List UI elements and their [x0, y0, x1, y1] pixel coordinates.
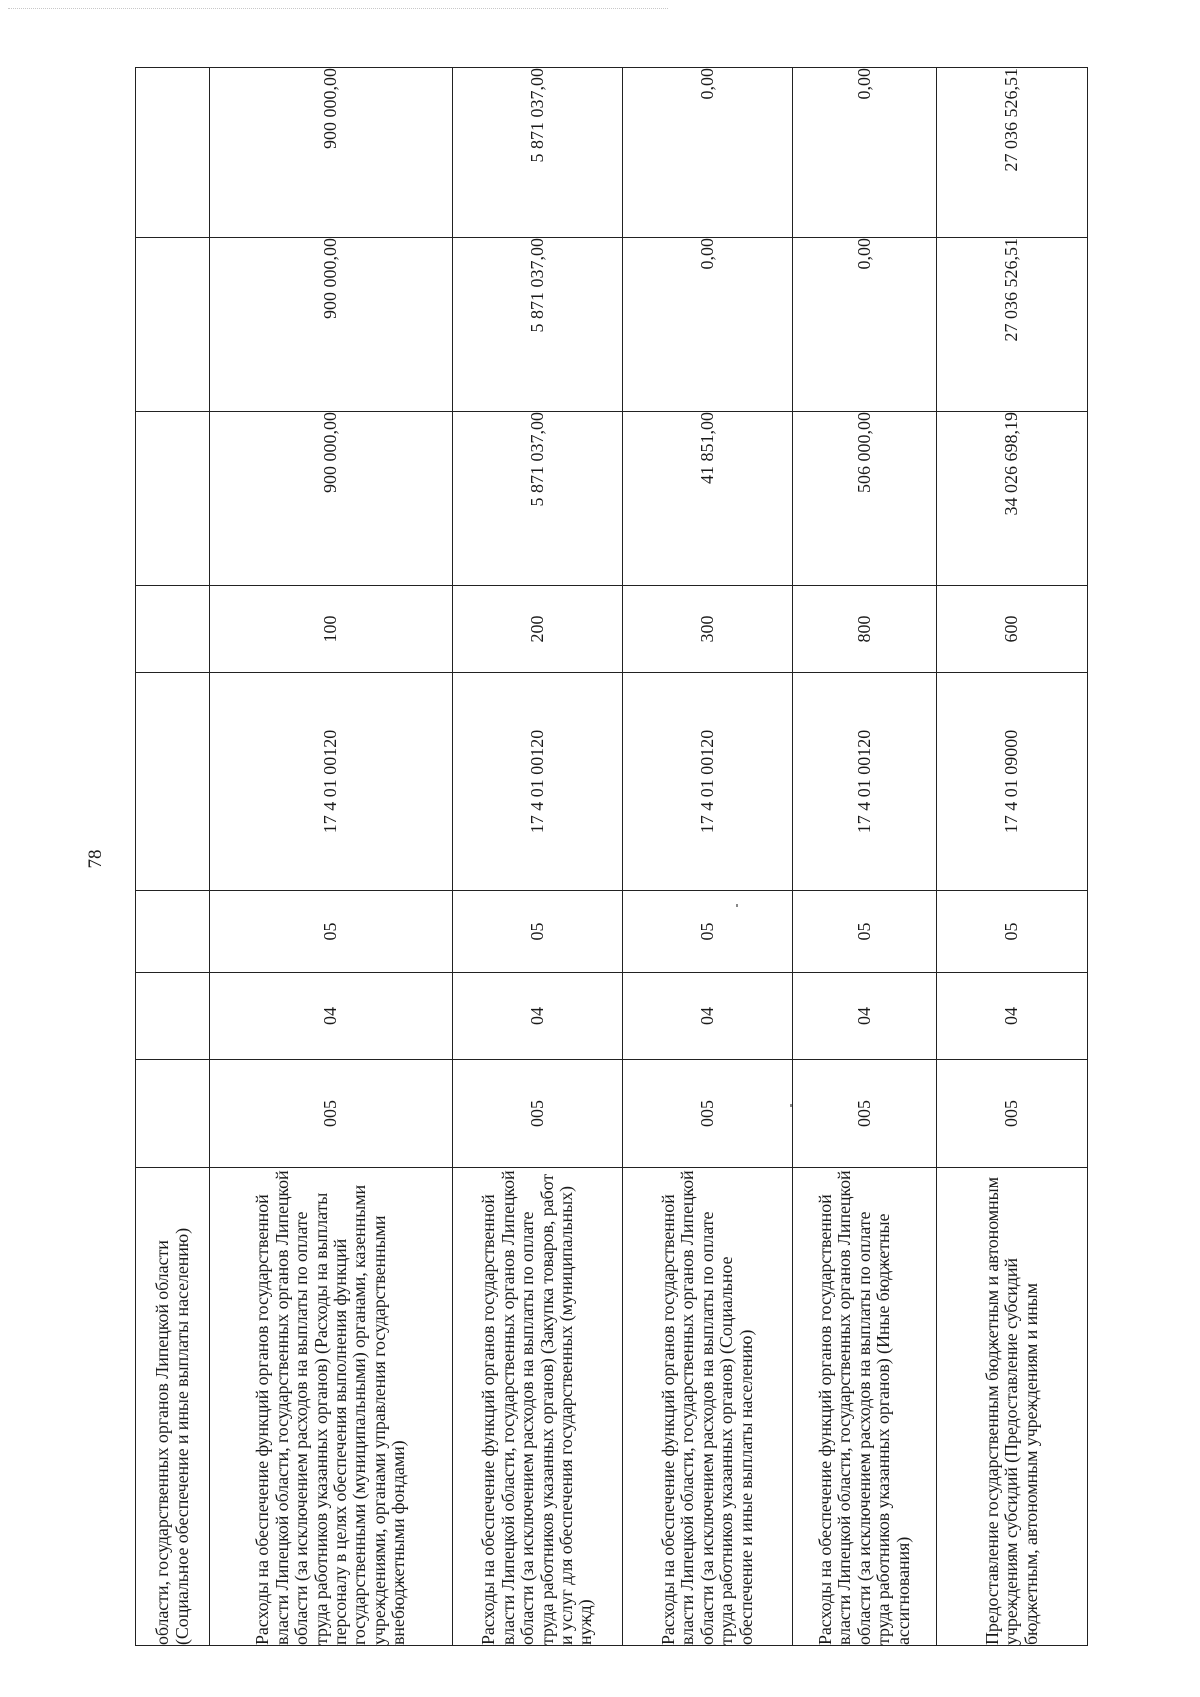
ministry-code [136, 1060, 210, 1168]
row-description: Расходы на обеспечение функций органов государственной власти Липецкой области, государственных органов Липецкой области (за исключением расходов на выплаты по оплате труда работников указанных органов) (Закупка товаров, работ и услуг для обеспечения государственных (муниципальных) нужд) [453, 1168, 623, 1646]
amount-year-1: 41 851,00 [623, 412, 793, 586]
budget-table [135, 67, 1088, 1646]
table-body [136, 68, 1088, 1646]
amount-year-2: 900 000,00 [210, 238, 453, 412]
expense-type-code: 800 [793, 586, 937, 673]
scan-artifact-line [8, 8, 668, 9]
section-code: 04 [937, 973, 1088, 1060]
amount-year-2: 27 036 526,51 [937, 238, 1088, 412]
row-description: Предоставление государственным бюджетным и автономным учреждениям субсидий (Предоставление субсидий бюджетным, автономным учреждениям и иным [937, 1168, 1088, 1646]
ministry-code: 005 [210, 1060, 453, 1168]
expense-type-code [136, 586, 210, 673]
table-row [136, 68, 210, 1646]
subsection-code: 05 [793, 891, 937, 973]
row-description: Расходы на обеспечение функций органов государственной власти Липецкой области, государственных органов Липецкой области (за исключением расходов на выплаты по оплате труда работников указанных органов) (Социальное обеспечение и иные выплаты населению) [623, 1168, 793, 1646]
section-code: 04 [210, 973, 453, 1060]
amount-year-2 [136, 238, 210, 412]
subsection-code: 05 [210, 891, 453, 973]
row-description: Расходы на обеспечение функций органов государственной власти Липецкой области, государственных органов Липецкой области (за исключением расходов на выплаты по оплате труда работников указанных органов) (Иные бюджетные ассигнования) [793, 1168, 937, 1646]
amount-year-2: 5 871 037,00 [453, 238, 623, 412]
target-article-code [136, 673, 210, 891]
amount-year-3: 0,00 [793, 68, 937, 238]
ministry-code: 005 [937, 1060, 1088, 1168]
amount-year-2: 0,00 [793, 238, 937, 412]
subsection-code [136, 891, 210, 973]
amount-year-3 [136, 68, 210, 238]
subsection-code: 05 [453, 891, 623, 973]
section-code: 04 [453, 973, 623, 1060]
target-article-code: 17 4 01 09000 [937, 673, 1088, 891]
expense-type-code: 300 [623, 586, 793, 673]
rotated-table-container [135, 44, 1087, 1670]
amount-year-3: 27 036 526,51 [937, 68, 1088, 238]
amount-year-1 [136, 412, 210, 586]
amount-year-1: 506 000,00 [793, 412, 937, 586]
amount-year-3: 0,00 [623, 68, 793, 238]
table-row [937, 68, 1088, 1646]
row-description: Расходы на обеспечение функций органов государственной власти Липецкой области, государственных органов Липецкой области (за исключением расходов на выплаты по оплате труда работников указанных органов) (Расходы на выплаты персоналу в целях обеспечения выполнения функций государственными (муниципальными) органами, казенными учреждениями, органами управления государственными внебюджетными фондами) [210, 1168, 453, 1646]
section-code: 04 [623, 973, 793, 1060]
scan-speck [736, 904, 738, 907]
target-article-code: 17 4 01 00120 [623, 673, 793, 891]
section-code [136, 973, 210, 1060]
amount-year-3: 900 000,00 [210, 68, 453, 238]
target-article-code: 17 4 01 00120 [453, 673, 623, 891]
table-row [453, 68, 623, 1646]
expense-type-code: 600 [937, 586, 1088, 673]
target-article-code: 17 4 01 00120 [793, 673, 937, 891]
subsection-code: 05 [937, 891, 1088, 973]
amount-year-3: 5 871 037,00 [453, 68, 623, 238]
ministry-code: 005 [453, 1060, 623, 1168]
expense-type-code: 200 [453, 586, 623, 673]
amount-year-2: 0,00 [623, 238, 793, 412]
table-row [210, 68, 453, 1646]
table-row [623, 68, 793, 1646]
table-row [793, 68, 937, 1646]
ministry-code: 005 [623, 1060, 793, 1168]
amount-year-1: 900 000,00 [210, 412, 453, 586]
subsection-code: 05 [623, 891, 793, 973]
amount-year-1: 5 871 037,00 [453, 412, 623, 586]
scan-speck [790, 1104, 792, 1107]
amount-year-1: 34 026 698,19 [937, 412, 1088, 586]
page-number: 78 [85, 849, 106, 869]
target-article-code: 17 4 01 00120 [210, 673, 453, 891]
ministry-code: 005 [793, 1060, 937, 1168]
section-code: 04 [793, 973, 937, 1060]
row-description: области, государственных органов Липецкой области (Социальное обеспечение и иные выплаты населению) [136, 1168, 210, 1646]
expense-type-code: 100 [210, 586, 453, 673]
